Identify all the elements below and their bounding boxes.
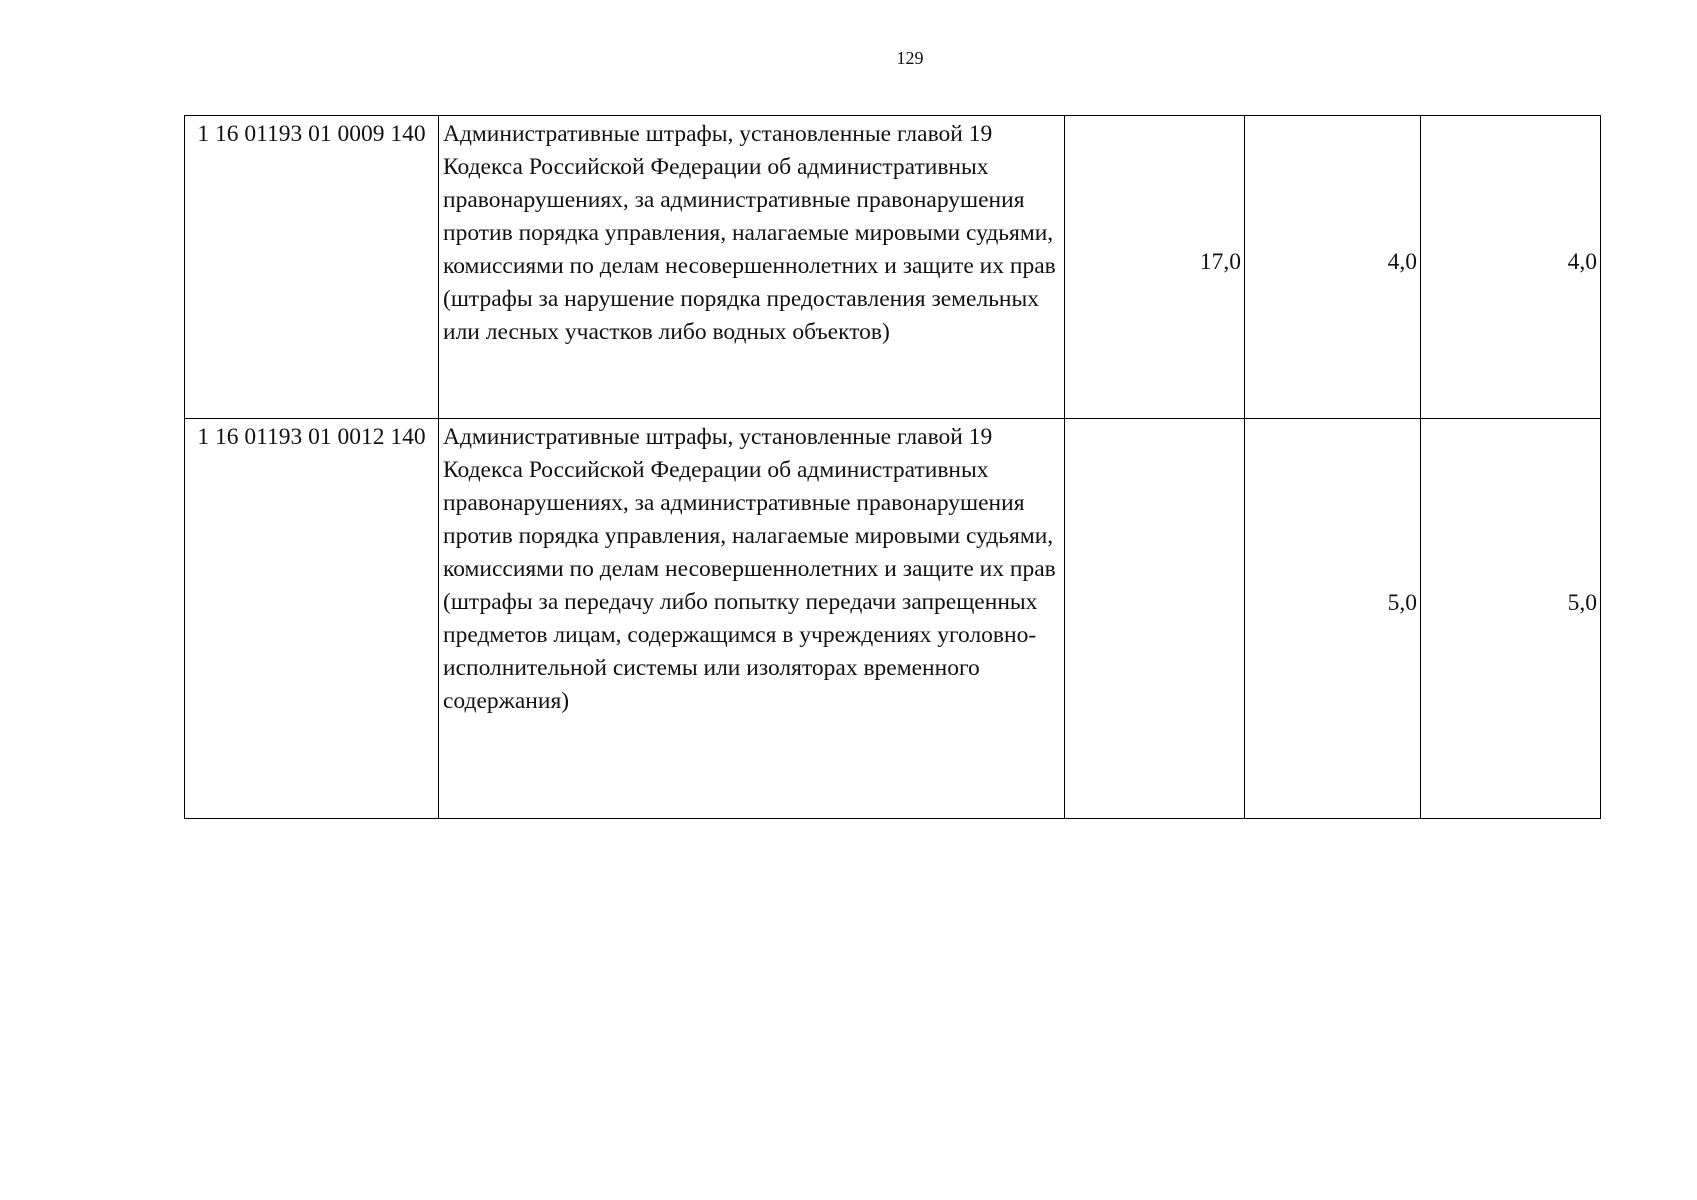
revenue-description-cell: Административные штрафы, установленные главой 19 Кодекса Российской Федерации об административных правонарушениях, за административные правонарушения против порядка управления, налагаемые мировыми судьями, комиссиями по делам несовершеннолетних и защите их прав (штрафы за нарушение порядка предоставления земельных или лесных участков либо водных объектов): [439, 116, 1065, 419]
value-cell-year-3: 4,0: [1421, 116, 1601, 419]
classification-code-cell: 1 16 01193 01 0012 140: [185, 419, 439, 819]
value-cell-year-1: [1065, 419, 1245, 819]
classification-code-cell: 1 16 01193 01 0009 140: [185, 116, 439, 419]
page-number: 129: [896, 48, 924, 68]
value-cell-year-3: 5,0: [1421, 419, 1601, 819]
table-row: [185, 419, 1601, 819]
value-cell-year-2: 5,0: [1245, 419, 1421, 819]
table-row: [185, 116, 1601, 419]
value-cell-year-2: 4,0: [1245, 116, 1421, 419]
revenue-description-cell: Административные штрафы, установленные главой 19 Кодекса Российской Федерации об административных правонарушениях, за административные правонарушения против порядка управления, налагаемые мировыми судьями, комиссиями по делам несовершеннолетних и защите их прав (штрафы за передачу либо попытку передачи запрещенных предметов лицам, содержащимся в учреждениях уголовно-исполнительной системы или изоляторах временного содержания): [439, 419, 1065, 819]
value-cell-year-1: 17,0: [1065, 116, 1245, 419]
budget-table: [184, 115, 1601, 819]
